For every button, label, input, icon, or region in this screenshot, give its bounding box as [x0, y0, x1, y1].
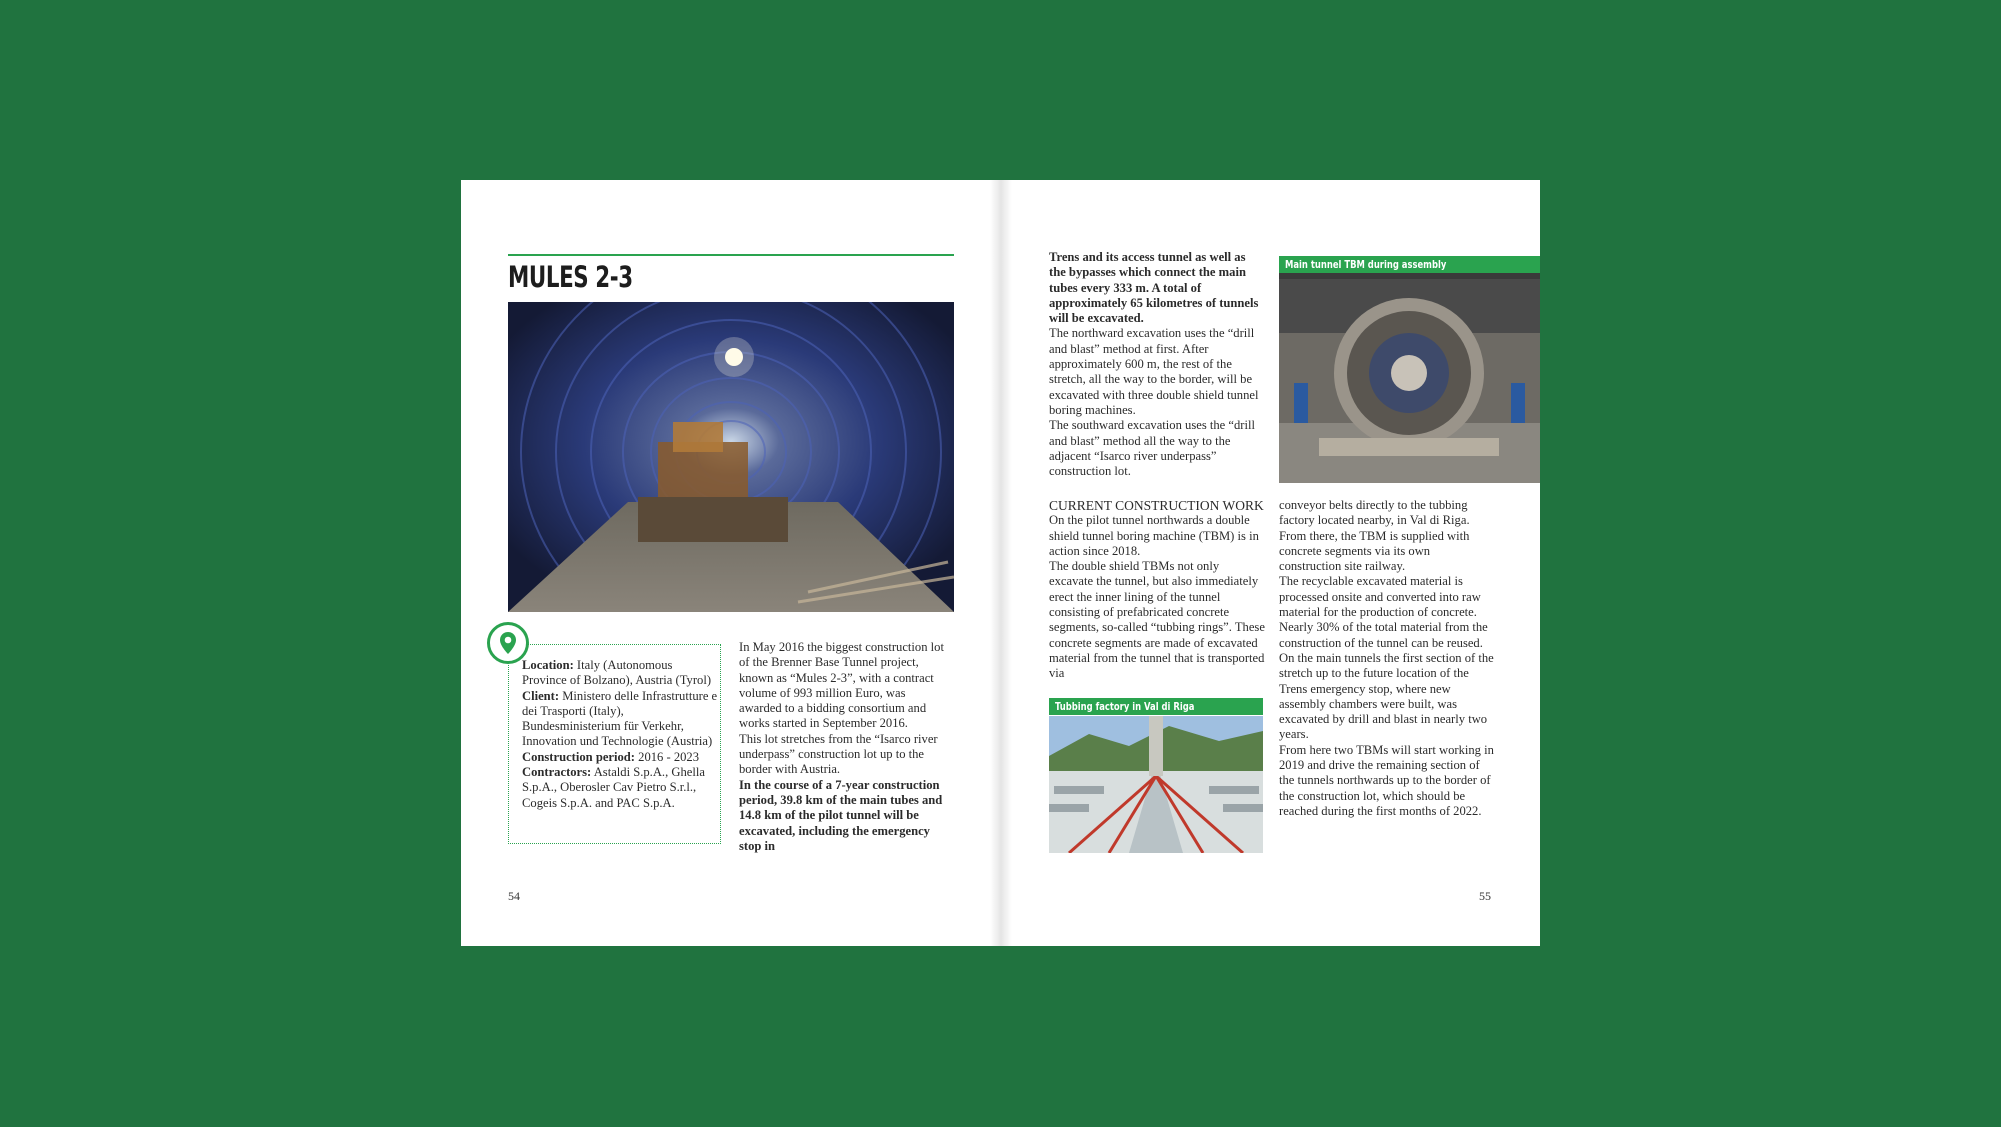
left-page: [461, 180, 1001, 946]
body-paragraph: On the main tunnels the first section of the stretch up to the future location of the Trens emergency stop, where new assembly chambers were built, was excavated by drill and blast in nearly two years.: [1279, 650, 1494, 742]
tubbing-factory-photo: [1049, 716, 1263, 853]
body-paragraph: In May 2016 the biggest construction lot of the Brenner Base Tunnel project, known as “Mules 2-3”, with a contract volume of 993 million Euro, was awarded to a bidding consortium and works started in September 2016.: [739, 640, 944, 731]
body-paragraph: From here two TBMs will start working in 2019 and drive the remaining section of the tunnels northwards up to the border of the construction lot, which should be reached during the first months of 2022.: [1279, 742, 1494, 818]
section-heading: CURRENT CONSTRUCTION WORK: [1049, 498, 1264, 513]
left-body-column: [739, 640, 949, 854]
info-location: Location: Italy (Autonomous Province of Bolzano), Austria (Tyrol): [522, 658, 712, 688]
body-paragraph: The double shield TBMs not only excavate the tunnel, but also immediately erect the inner lining of the tunnel consisting of prefabricated concrete segments, so-called “tubbing rings”. These concrete segments are made of excavated material from the tunnel that is transported via: [1049, 559, 1265, 681]
info-period: Construction period: 2016 - 2023: [522, 749, 700, 764]
body-paragraph: conveyor belts directly to the tubbing factory located nearby, in Val di Riga. From there, the TBM is supplied with concrete segments via its own construction site railway.: [1279, 498, 1470, 574]
body-paragraph: On the pilot tunnel northwards a double shield tunnel boring machine (TBM) is in action since 2018.: [1049, 513, 1259, 558]
page-title: MULES 2-3: [508, 260, 633, 294]
right-column-2: [1279, 498, 1495, 819]
project-info-text: [522, 658, 720, 811]
body-paragraph-bold: In the course of a 7-year construction period, 39.8 km of the main tubes and 14.8 km of the pilot tunnel will be excavated, including the emergency stop in: [739, 777, 943, 853]
title-rule: [508, 254, 954, 256]
map-pin-icon: [499, 631, 517, 655]
book-gutter: [990, 180, 1012, 946]
caption-main-tunnel-tbm: Main tunnel TBM during assembly: [1279, 256, 1540, 273]
tunnel-photo: [508, 302, 954, 612]
caption-tubbing-factory: Tubbing factory in Val di Riga: [1049, 698, 1263, 715]
body-paragraph: The northward excavation uses the “drill and blast” method at first. After approximately 600 m, the rest of the stretch, all the way to the border, will be excavated with three double shield tunnel boring machines.: [1049, 326, 1259, 417]
right-column-1-top: [1049, 250, 1265, 479]
body-paragraph: The recyclable excavated material is processed onsite and converted into raw material for the production of concrete. Nearly 30% of the total material from the construction of the tunnel can be reused.: [1279, 574, 1488, 650]
info-contractors: Contractors: Astaldi S.p.A., Ghella S.p.A., Oberosler Cav Pietro S.r.l., Cogeis S.p.A. and PAC S.p.A.: [522, 765, 705, 810]
right-column-1-bottom: [1049, 498, 1265, 682]
intro-bold: Trens and its access tunnel as well as the bypasses which connect the main tubes every 333 m. A total of approximately 65 kilometres of tunnels will be excavated.: [1049, 250, 1259, 326]
page-number-right: 55: [1479, 889, 1491, 903]
body-paragraph: This lot stretches from the “Isarco river underpass” construction lot up to the border with Austria.: [739, 731, 938, 777]
right-page: [1001, 180, 1540, 946]
body-paragraph: The southward excavation uses the “drill and blast” method all the way to the adjacent “Isarco river underpass” construction lot.: [1049, 418, 1255, 479]
info-client: Client: Ministero delle Infrastrutture e dei Trasporti (Italy), Bundesministerium für Verkehr, Innovation und Technologie (Austria): [522, 688, 718, 749]
page-number-left: 54: [508, 889, 520, 903]
tbm-assembly-photo: [1279, 273, 1540, 483]
